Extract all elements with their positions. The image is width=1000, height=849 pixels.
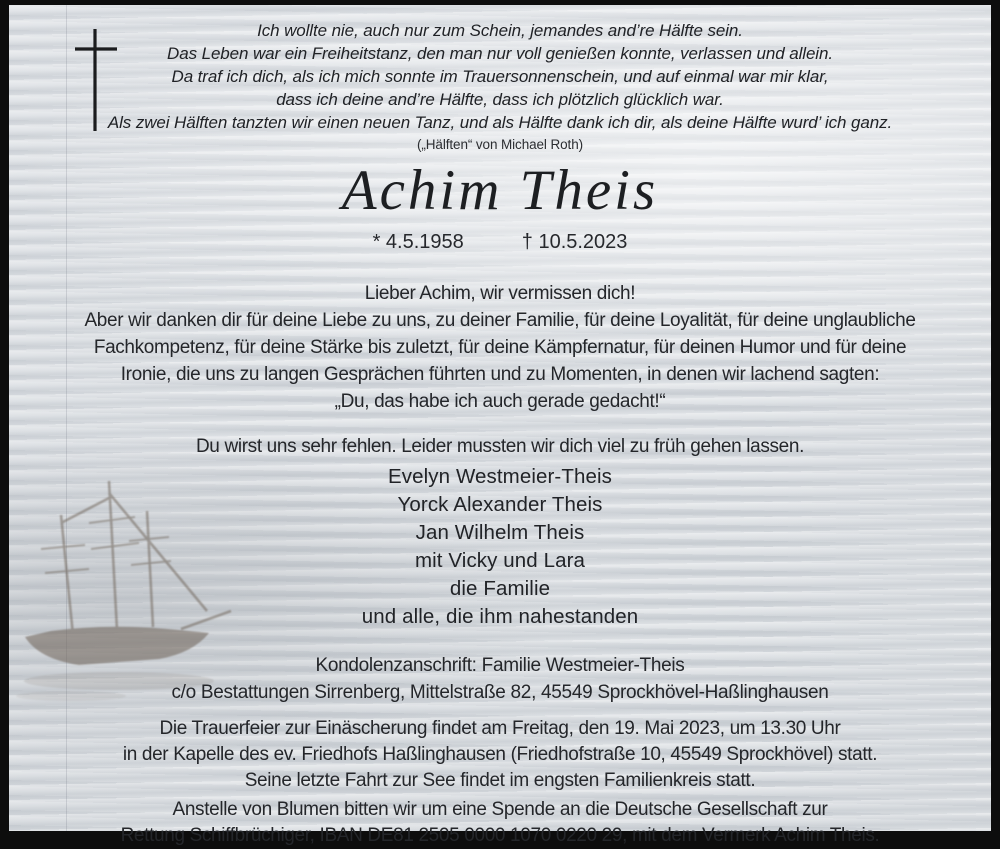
mourners-list [9,463,991,631]
funeral-line: Die Trauerfeier zur Einäscherung findet am Freitag, den 19. Mai 2023, um 13.30 Uhr [159,718,841,739]
condolence-line: Kondolenzanschrift: Familie Westmeier-Theis [315,655,685,676]
poem-line: dass ich deine and’re Hälfte, dass ich plötzlich glücklich war. [276,90,724,109]
notice-content [9,5,991,846]
tribute-line: Ironie, die uns zu langen Gesprächen führten und zu Momenten, in denen wir lachend sagten: [120,364,880,385]
funeral-line: Seine letzte Fahrt zur See findet im engsten Familienkreis statt. [244,770,756,791]
farewell-line: Du wirst uns sehr fehlen. Leider mussten wir dich viel zu früh gehen lassen. [195,436,805,457]
deceased-name: Achim Theis [341,159,659,222]
birth-date: * 4.5.1958 [372,231,464,253]
tribute-line: Aber wir danken dir für deine Liebe zu uns, zu deiner Familie, für deine Loyalität, für deine unglaubliche [84,310,916,331]
tribute-line: „Du, das habe ich auch gerade gedacht!“ [334,391,666,412]
condolence-line: c/o Bestattungen Sirrenberg, Mittelstraße 82, 45549 Sprockhövel-Haßlinghausen [171,682,829,703]
tribute-line: Fachkompetenz, für deine Stärke bis zuletzt, für deine Kämpfernatur, für deinen Humor und für deine [93,337,907,358]
mourner-family: die Familie [449,577,551,600]
tribute-line: Lieber Achim, wir vermissen dich! [364,283,636,304]
life-dates [9,231,991,253]
mourner-name: mit Vicky und Lara [414,549,586,572]
mourner-name: Evelyn Westmeier-Theis [388,465,612,488]
poem-line: Ich wollte nie, auch nur zum Schein, jemandes and’re Hälfte sein. [257,21,743,40]
poem-line: Als zwei Hälften tanzten wir einen neuen Tanz, und als Hälfte dank ich dir, als deine Hälfte wurd’ ich ganz. [107,113,893,132]
obituary-notice [9,5,991,846]
tribute-paragraph [9,280,991,415]
death-date: † 10.5.2023 [521,231,628,253]
donation-line: Anstelle von Blumen bitten wir um eine Spende an die Deutsche Gesellschaft zur [172,799,828,820]
donation-line: Rettung Schiffbrüchiger, IBAN DE81 2505 0000 1070 0220 29, mit dem Vermerk Achim Theis. [120,825,880,846]
condolence-address [9,652,991,706]
funeral-details [9,716,991,794]
poem-attribution: („Hälften“ von Michael Roth) [416,137,583,152]
poem-line: Das Leben war ein Freiheitstanz, den man nur voll genießen konnte, verlassen und allein. [167,44,833,63]
mourner-name: Yorck Alexander Theis [397,493,603,516]
donation-request [9,797,991,849]
poem-line: Da traf ich dich, als ich mich sonnte im Trauersonnenschein, und auf einmal war mir klar, [171,67,829,86]
mourner-name: Jan Wilhelm Theis [415,521,585,544]
opening-poem [9,5,991,154]
funeral-line: in der Kapelle des ev. Friedhofs Haßlinghausen (Friedhofstraße 10, 45549 Sprockhövel) statt. [122,744,878,765]
mourner-others: und alle, die ihm nahestanden [361,605,639,628]
